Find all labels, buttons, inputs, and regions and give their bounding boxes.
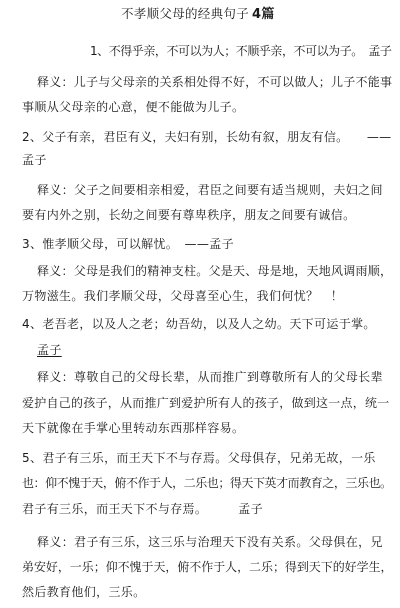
- sentence-4: 4、老吾老，以及人之老；幼吾幼，以及人之幼。天下可运于掌。: [22, 317, 376, 331]
- explanation-5-line-3: 然后教育他们，三乐。: [22, 585, 146, 599]
- explanation-5-line-2: 弟安好，一乐；仰不愧于天，俯不作于人，二乐；得到天下的好学生，: [22, 560, 393, 574]
- explanation-4-line-3: 天下就像在手掌心里转动东西那样容易。: [22, 421, 245, 435]
- sentence-5-line-1: 5、君子有三乐，而王天下不与存焉。父母俱存，兄弟无故，一乐: [22, 451, 376, 465]
- explanation-1-line-2: 事顺从父母亲的心意，便不能做为儿子。: [22, 100, 245, 114]
- sentence-2: 2、父子有亲，君臣有义，夫妇有别，长幼有叙，朋友有信。 ——: [22, 130, 392, 144]
- explanation-4-line-2: 爱护自己的孩子，从而推广到爱护所有人的孩子，做到这一点，统一: [22, 396, 390, 410]
- explanation-1-line-1: 释义：儿子与父母亲的关系相处得不好，不可以做人；儿子不能事: [37, 75, 393, 89]
- title-text: 不孝顺父母的经典句子: [121, 6, 250, 21]
- sentence-2-source: 孟子: [22, 153, 47, 167]
- sentence-1: 1、不得乎亲，不可以为人；不顺乎亲，不可以为子。 孟子: [90, 44, 392, 58]
- sentence-5-line-2: 也：仰不愧于天，俯不作于人，二乐也；得天下英才而教育之，三乐也。: [22, 476, 392, 490]
- sentence-5-line-3: 君子有三乐，而王天下不与存焉。 孟子: [22, 502, 264, 516]
- document-title: [121, 7, 275, 22]
- explanation-4-line-1: 释义：尊敬自己的父母长辈，从而推广到尊敬所有人的父母长辈: [37, 370, 383, 384]
- explanation-3-line-1: 释义：父母是我们的精神支柱。父是天、母是地，天地风调雨顺，: [37, 264, 393, 278]
- sentence-3: 3、惟孝顺父母，可以解忧。 ——孟子: [22, 237, 234, 251]
- explanation-2-line-1: 释义：父子之间要相亲相爱，君臣之间要有适当规则，夫妇之间: [37, 183, 383, 197]
- explanation-5-line-1: 释义：君子有三乐，这三乐与治理天下没有关系。父母俱在，兄: [37, 535, 383, 549]
- title-count: 4篇: [252, 7, 275, 22]
- sentence-4-source: 孟子: [37, 343, 62, 357]
- explanation-2-line-2: 要有内外之别，长幼之间要有尊卑秩序，朋友之间要有诚信。: [22, 208, 356, 222]
- explanation-3-line-2: 万物滋生。我们孝顺父母，父母喜至心生，我们何忧？ ！: [22, 289, 344, 303]
